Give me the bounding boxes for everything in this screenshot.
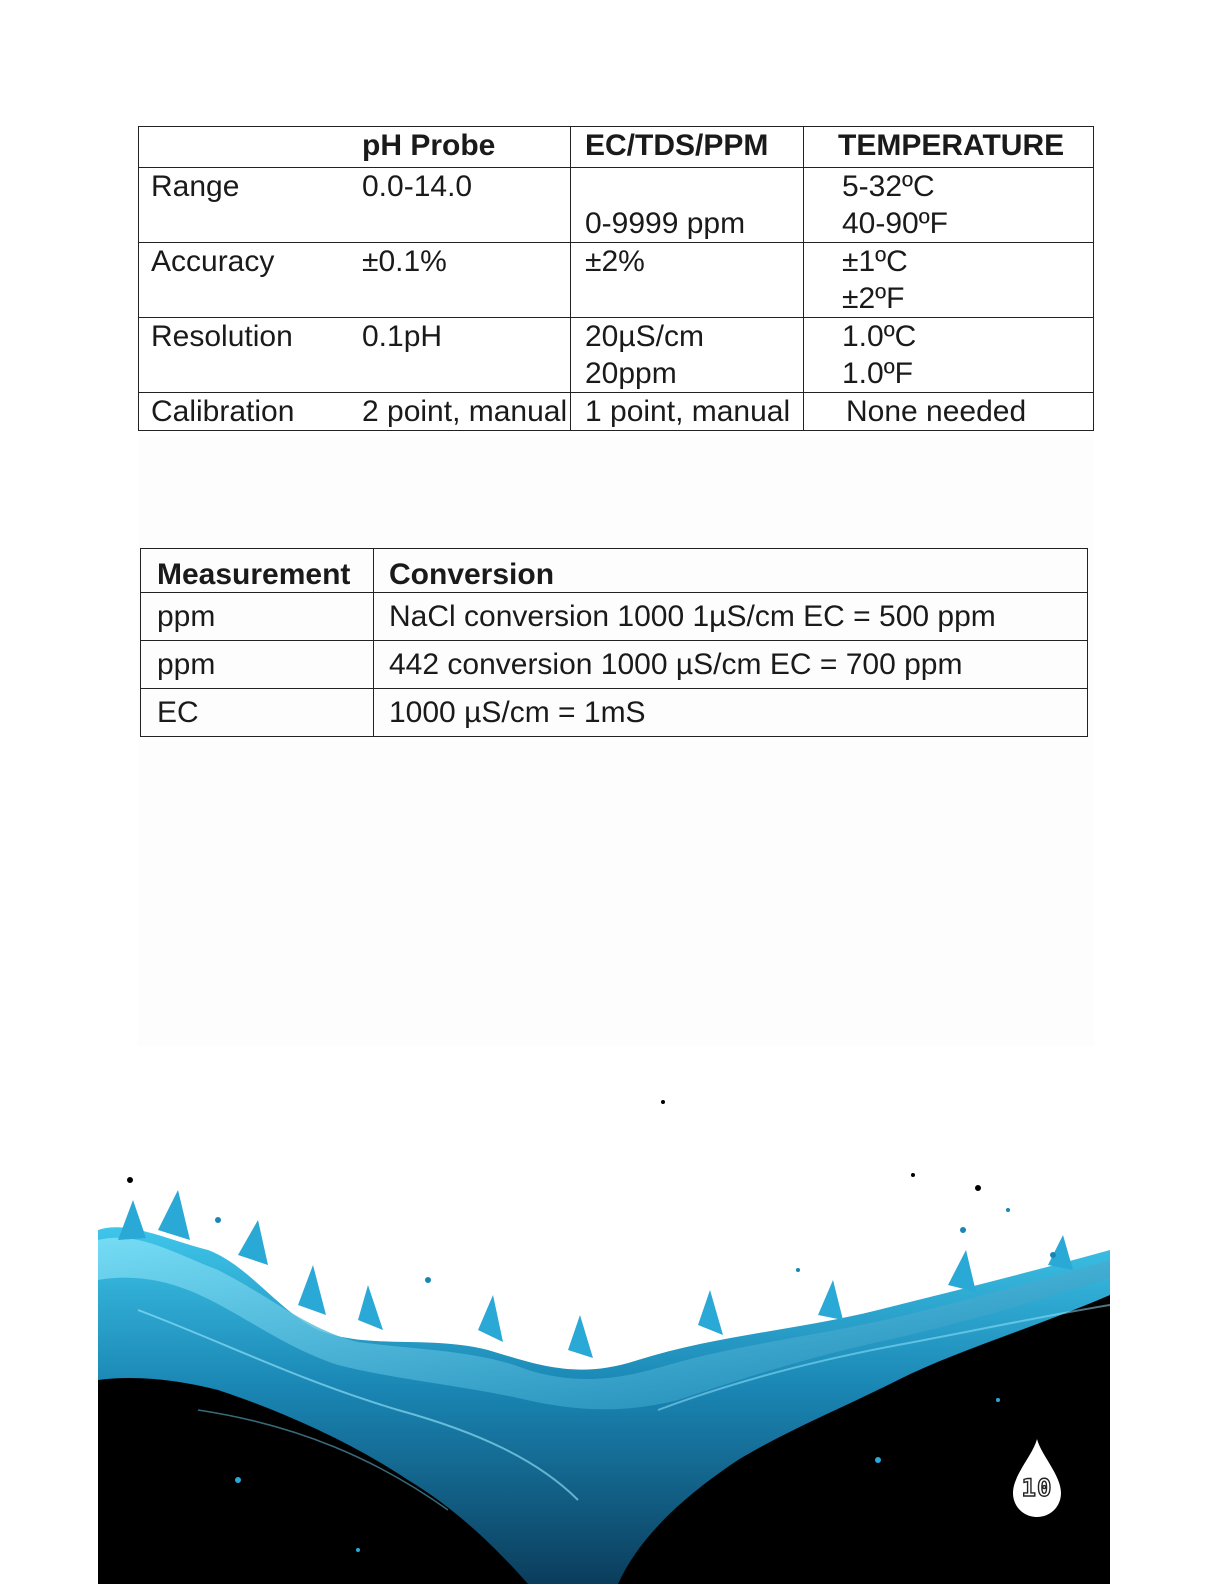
spec-cell: 20ppm bbox=[585, 357, 677, 390]
spec-row-label: Accuracy bbox=[151, 245, 275, 278]
spec-cell: ±0.1% bbox=[362, 245, 447, 278]
spec-cell bbox=[585, 168, 803, 205]
conversion-header-measurement: Measurement bbox=[141, 549, 374, 593]
spec-header-ph: pH Probe bbox=[357, 127, 571, 168]
conversion-header-row bbox=[141, 549, 1088, 593]
spec-header-row bbox=[139, 127, 1094, 168]
spec-cell: 5-32ºC bbox=[842, 170, 935, 203]
spec-row-accuracy bbox=[139, 243, 1094, 318]
spec-cell: 1.0ºF bbox=[842, 357, 913, 390]
water-splash-image bbox=[98, 1080, 1110, 1584]
spec-cell: 1.0ºC bbox=[842, 320, 917, 353]
conversion-row bbox=[141, 641, 1088, 689]
conversion-value: NaCl conversion 1000 1µS/cm EC = 500 ppm bbox=[374, 593, 1088, 641]
spec-cell: 0.0-14.0 bbox=[362, 170, 473, 203]
spec-cell: 20µS/cm bbox=[585, 320, 704, 353]
conversion-measurement: ppm bbox=[141, 593, 374, 641]
page-number: 10 bbox=[1021, 1474, 1053, 1502]
conversion-measurement: ppm bbox=[141, 641, 374, 689]
spec-cell bbox=[585, 280, 803, 317]
spec-table bbox=[138, 126, 1094, 431]
conversion-header-conversion: Conversion bbox=[374, 549, 1088, 593]
spec-row-label: Resolution bbox=[151, 320, 293, 353]
spec-row-calibration bbox=[139, 393, 1094, 431]
conversion-value: 442 conversion 1000 µS/cm EC = 700 ppm bbox=[374, 641, 1088, 689]
spec-header-temp: TEMPERATURE bbox=[804, 127, 1094, 168]
conversion-row bbox=[141, 689, 1088, 737]
spec-row-range bbox=[139, 168, 1094, 243]
conversion-table bbox=[140, 548, 1088, 737]
conversion-measurement: EC bbox=[141, 689, 374, 737]
spec-cell: ±2% bbox=[585, 245, 645, 278]
spec-header-blank bbox=[139, 127, 358, 168]
spec-cell: ±1ºC bbox=[842, 245, 908, 278]
spec-cell bbox=[362, 355, 570, 392]
spec-header-ec: EC/TDS/PPM bbox=[571, 127, 804, 168]
spec-row-label: Range bbox=[151, 170, 240, 203]
spec-cell: 2 point, manual bbox=[362, 395, 568, 428]
spec-cell: 1 point, manual bbox=[585, 395, 791, 428]
spec-cell: None needed bbox=[846, 395, 1027, 428]
spec-row-resolution bbox=[139, 318, 1094, 393]
spec-cell: ±2ºF bbox=[842, 282, 905, 315]
conversion-row bbox=[141, 593, 1088, 641]
spec-cell: 0-9999 ppm bbox=[585, 207, 746, 240]
spec-cell bbox=[362, 280, 570, 317]
spec-cell: 0.1pH bbox=[362, 320, 443, 353]
background-panel bbox=[138, 436, 1094, 1046]
spec-cell bbox=[362, 205, 570, 242]
conversion-value: 1000 µS/cm = 1mS bbox=[374, 689, 1088, 737]
spec-cell: 40-90ºF bbox=[842, 207, 949, 240]
spec-row-label: Calibration bbox=[151, 395, 295, 428]
